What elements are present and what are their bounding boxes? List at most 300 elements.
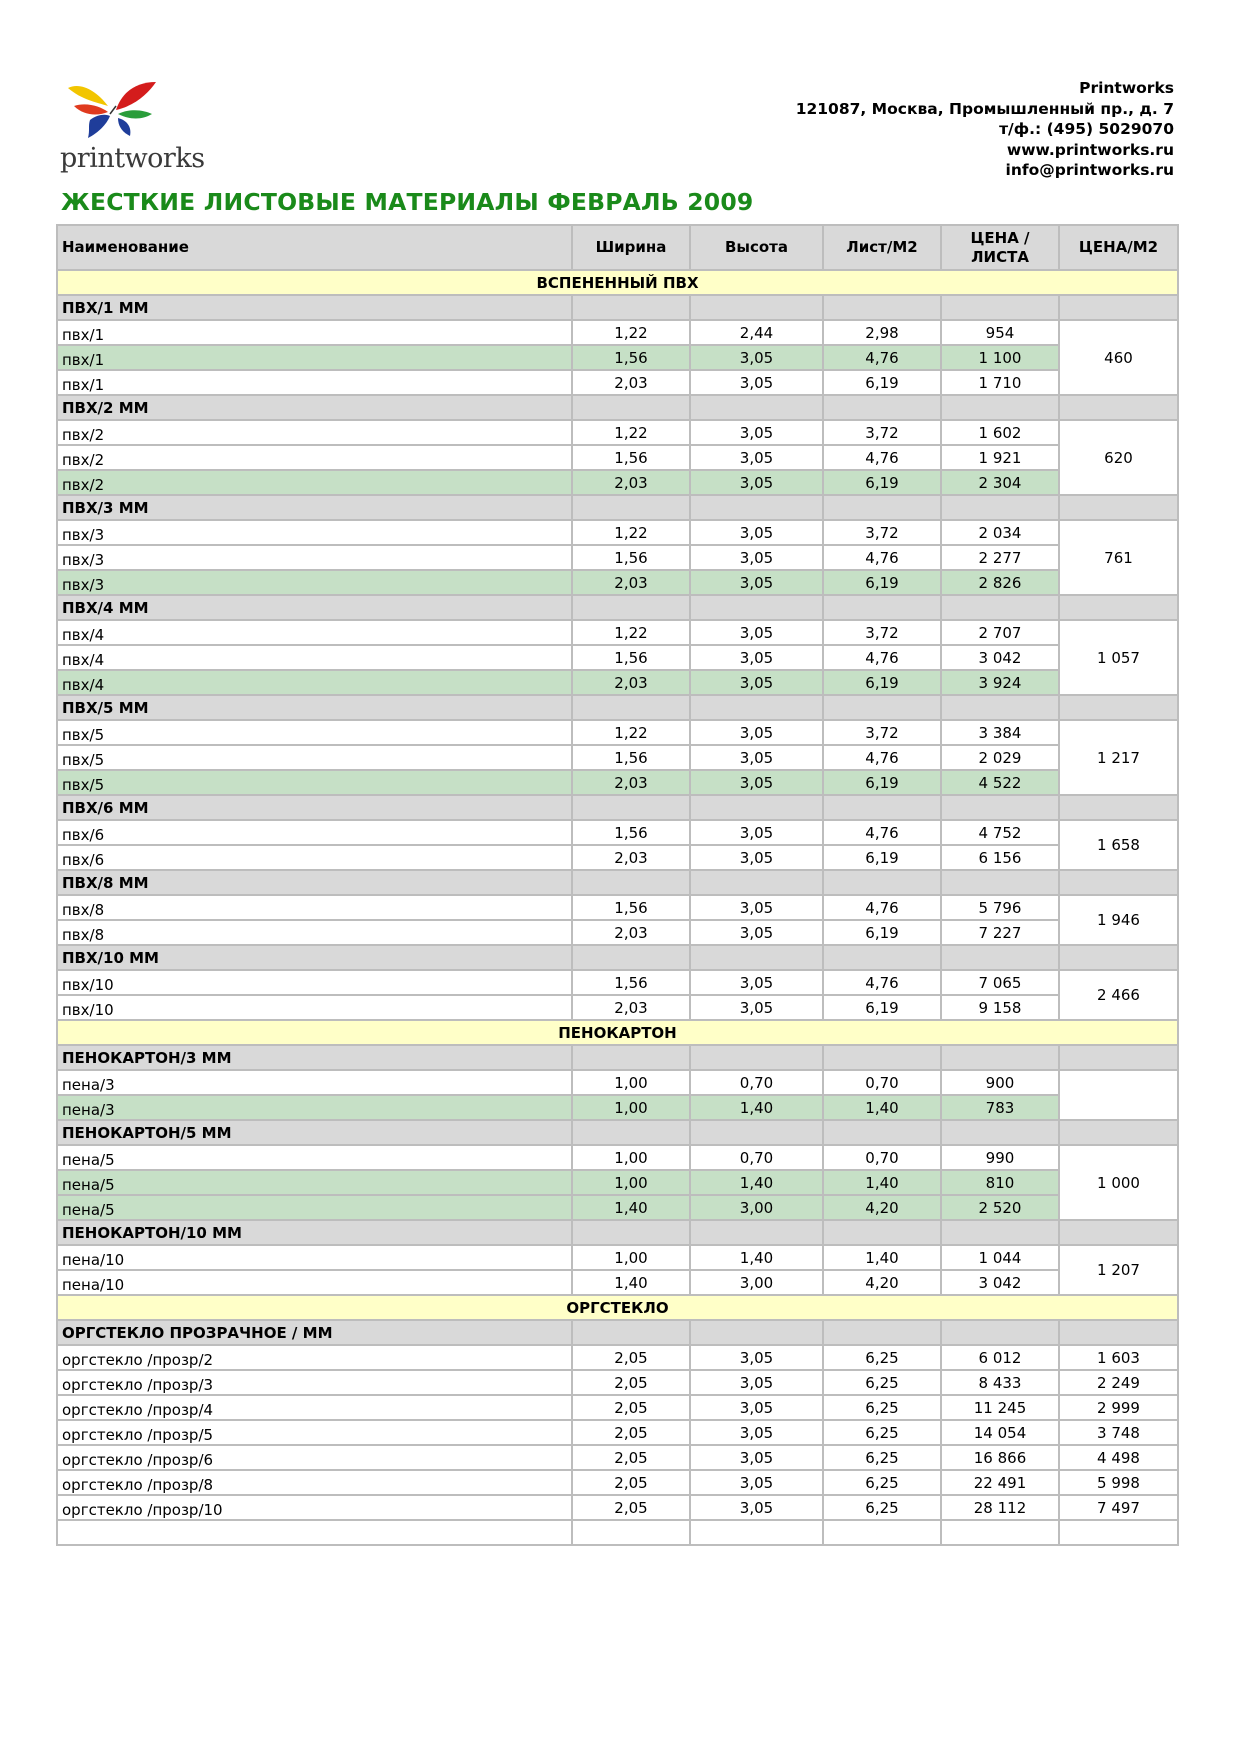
table-row <box>57 895 1178 920</box>
item-height: 3,05 <box>690 545 823 570</box>
table-row <box>57 920 1178 945</box>
item-price-sheet: 6 012 <box>941 1345 1059 1370</box>
group-empty-cell <box>572 395 690 420</box>
item-name: пвх/8 <box>57 920 572 945</box>
table-row <box>57 570 1178 595</box>
item-name: пвх/2 <box>57 470 572 495</box>
item-area: 6,19 <box>823 995 941 1020</box>
item-height: 1,40 <box>690 1170 823 1195</box>
group-empty-cell <box>941 870 1059 895</box>
item-name: оргстекло /прозр/6 <box>57 1445 572 1470</box>
group-price-m2: 620 <box>1059 420 1178 495</box>
group-empty-cell <box>941 945 1059 970</box>
column-header-price-sheet: ЦЕНА / ЛИСТА <box>941 225 1059 270</box>
item-price-m2: 2 249 <box>1059 1370 1178 1395</box>
group-name: ПЕНОКАРТОН/3 ММ <box>57 1045 572 1070</box>
item-price-sheet: 810 <box>941 1170 1059 1195</box>
item-price-sheet: 2 707 <box>941 620 1059 645</box>
group-empty-cell <box>572 795 690 820</box>
item-price-sheet: 4 752 <box>941 820 1059 845</box>
group-empty-cell <box>690 595 823 620</box>
item-width: 2,03 <box>572 995 690 1020</box>
blank-cell <box>941 1520 1059 1545</box>
item-area: 3,72 <box>823 420 941 445</box>
group-empty-cell <box>941 1120 1059 1145</box>
group-empty-cell <box>1059 870 1178 895</box>
item-name: пвх/3 <box>57 545 572 570</box>
item-width: 1,00 <box>572 1070 690 1095</box>
group-empty-cell <box>941 1220 1059 1245</box>
group-empty-cell <box>1059 395 1178 420</box>
item-name: пена/5 <box>57 1195 572 1220</box>
item-area: 4,76 <box>823 895 941 920</box>
group-price-m2: 1 000 <box>1059 1145 1178 1220</box>
table-row <box>57 445 1178 470</box>
item-width: 1,40 <box>572 1270 690 1295</box>
item-height: 3,05 <box>690 720 823 745</box>
item-area: 6,25 <box>823 1345 941 1370</box>
item-height: 3,05 <box>690 520 823 545</box>
section-row <box>57 1295 1178 1320</box>
group-empty-cell <box>1059 945 1178 970</box>
column-header-width: Ширина <box>572 225 690 270</box>
group-row <box>57 870 1178 895</box>
item-width: 2,03 <box>572 845 690 870</box>
group-empty-cell <box>823 395 941 420</box>
item-width: 2,03 <box>572 570 690 595</box>
item-name: оргстекло /прозр/10 <box>57 1495 572 1520</box>
item-area: 2,98 <box>823 320 941 345</box>
item-width: 2,03 <box>572 370 690 395</box>
company-website-link[interactable]: www.printworks.ru <box>1006 140 1174 159</box>
item-area: 4,76 <box>823 970 941 995</box>
item-name: пвх/8 <box>57 895 572 920</box>
item-name: пена/10 <box>57 1245 572 1270</box>
item-area: 6,19 <box>823 920 941 945</box>
item-height: 3,05 <box>690 770 823 795</box>
section-title: ПЕНОКАРТОН <box>57 1020 1178 1045</box>
item-price-sheet: 954 <box>941 320 1059 345</box>
item-name: оргстекло /прозр/8 <box>57 1470 572 1495</box>
item-height: 3,05 <box>690 970 823 995</box>
group-price-m2: 460 <box>1059 320 1178 395</box>
group-empty-cell <box>941 395 1059 420</box>
group-empty-cell <box>690 295 823 320</box>
group-empty-cell <box>690 795 823 820</box>
item-price-sheet: 2 304 <box>941 470 1059 495</box>
item-name: пвх/5 <box>57 720 572 745</box>
item-price-sheet: 11 245 <box>941 1395 1059 1420</box>
item-price-m2: 4 498 <box>1059 1445 1178 1470</box>
item-area: 6,25 <box>823 1395 941 1420</box>
group-empty-cell <box>941 695 1059 720</box>
group-row <box>57 1220 1178 1245</box>
item-height: 3,05 <box>690 1395 823 1420</box>
group-price-m2: 1 207 <box>1059 1245 1178 1295</box>
item-height: 3,05 <box>690 1495 823 1520</box>
table-row <box>57 745 1178 770</box>
table-row <box>57 770 1178 795</box>
group-row <box>57 395 1178 420</box>
item-height: 2,44 <box>690 320 823 345</box>
item-price-m2: 2 999 <box>1059 1395 1178 1420</box>
item-height: 3,05 <box>690 370 823 395</box>
table-row <box>57 320 1178 345</box>
item-width: 1,22 <box>572 420 690 445</box>
item-area: 6,19 <box>823 770 941 795</box>
item-width: 2,05 <box>572 1470 690 1495</box>
group-empty-cell <box>941 795 1059 820</box>
group-row <box>57 1120 1178 1145</box>
item-width: 1,40 <box>572 1195 690 1220</box>
item-height: 3,05 <box>690 1345 823 1370</box>
item-area: 1,40 <box>823 1245 941 1270</box>
group-empty-cell <box>1059 1045 1178 1070</box>
item-area: 6,19 <box>823 370 941 395</box>
group-empty-cell <box>941 595 1059 620</box>
group-row <box>57 945 1178 970</box>
column-header-price-m2: ЦЕНА/М2 <box>1059 225 1178 270</box>
item-area: 6,25 <box>823 1420 941 1445</box>
item-name: пена/5 <box>57 1170 572 1195</box>
item-width: 1,56 <box>572 895 690 920</box>
item-price-sheet: 28 112 <box>941 1495 1059 1520</box>
item-price-sheet: 990 <box>941 1145 1059 1170</box>
group-empty-cell <box>1059 1120 1178 1145</box>
group-empty-cell <box>1059 795 1178 820</box>
table-row <box>57 1345 1178 1370</box>
group-empty-cell <box>690 495 823 520</box>
item-price-sheet: 1 921 <box>941 445 1059 470</box>
logo-text: printworks <box>60 143 205 174</box>
item-name: пвх/6 <box>57 845 572 870</box>
table-row <box>57 520 1178 545</box>
item-name: пвх/10 <box>57 995 572 1020</box>
item-area: 6,25 <box>823 1370 941 1395</box>
item-height: 3,05 <box>690 420 823 445</box>
item-area: 3,72 <box>823 720 941 745</box>
group-row <box>57 495 1178 520</box>
table-row <box>57 1195 1178 1220</box>
group-price-m2: 1 658 <box>1059 820 1178 870</box>
item-height: 3,05 <box>690 920 823 945</box>
item-width: 1,00 <box>572 1145 690 1170</box>
group-empty-cell <box>823 595 941 620</box>
group-name: ОРГСТЕКЛО ПРОЗРАЧНОЕ / ММ <box>57 1320 572 1345</box>
group-empty-cell <box>572 1320 690 1345</box>
item-width: 1,22 <box>572 720 690 745</box>
blank-cell <box>57 1520 572 1545</box>
item-width: 2,05 <box>572 1495 690 1520</box>
table-row <box>57 1095 1178 1120</box>
section-row <box>57 270 1178 295</box>
group-name: ПВХ/1 ММ <box>57 295 572 320</box>
item-height: 0,70 <box>690 1145 823 1170</box>
item-height: 3,05 <box>690 620 823 645</box>
item-name: пвх/4 <box>57 670 572 695</box>
item-price-sheet: 7 227 <box>941 920 1059 945</box>
item-height: 3,05 <box>690 645 823 670</box>
table-row <box>57 1370 1178 1395</box>
price-table <box>56 224 1179 1546</box>
group-empty-cell <box>823 795 941 820</box>
group-empty-cell <box>823 870 941 895</box>
item-name: пвх/2 <box>57 445 572 470</box>
table-row <box>57 670 1178 695</box>
item-height: 3,05 <box>690 1445 823 1470</box>
group-empty-cell <box>1059 1320 1178 1345</box>
table-row <box>57 620 1178 645</box>
group-empty-cell <box>572 1045 690 1070</box>
item-price-sheet: 3 042 <box>941 645 1059 670</box>
group-name: ПВХ/5 ММ <box>57 695 572 720</box>
item-height: 1,40 <box>690 1095 823 1120</box>
table-row <box>57 470 1178 495</box>
group-empty-cell <box>690 870 823 895</box>
item-name: пвх/4 <box>57 620 572 645</box>
item-height: 3,00 <box>690 1270 823 1295</box>
group-empty-cell <box>941 1320 1059 1345</box>
item-width: 2,05 <box>572 1395 690 1420</box>
item-area: 0,70 <box>823 1145 941 1170</box>
table-row <box>57 345 1178 370</box>
item-name: пвх/2 <box>57 420 572 445</box>
group-name: ПВХ/2 ММ <box>57 395 572 420</box>
item-height: 3,05 <box>690 445 823 470</box>
item-width: 1,00 <box>572 1170 690 1195</box>
group-price-m2: 2 466 <box>1059 970 1178 1020</box>
column-header-area: Лист/М2 <box>823 225 941 270</box>
table-row <box>57 1420 1178 1445</box>
item-price-m2: 1 603 <box>1059 1345 1178 1370</box>
item-name: пена/3 <box>57 1095 572 1120</box>
group-name: ПВХ/3 ММ <box>57 495 572 520</box>
item-height: 3,05 <box>690 820 823 845</box>
item-area: 1,40 <box>823 1170 941 1195</box>
group-empty-cell <box>823 695 941 720</box>
item-price-sheet: 2 277 <box>941 545 1059 570</box>
company-email-link[interactable]: info@printworks.ru <box>1005 161 1174 179</box>
group-empty-cell <box>823 945 941 970</box>
item-price-sheet: 1 602 <box>941 420 1059 445</box>
item-width: 2,05 <box>572 1420 690 1445</box>
group-empty-cell <box>690 695 823 720</box>
item-price-sheet: 783 <box>941 1095 1059 1120</box>
item-area: 4,76 <box>823 345 941 370</box>
item-name: пвх/5 <box>57 745 572 770</box>
group-name: ПЕНОКАРТОН/5 ММ <box>57 1120 572 1145</box>
item-area: 6,19 <box>823 845 941 870</box>
table-row <box>57 1470 1178 1495</box>
document-title: ЖЕСТКИЕ ЛИСТОВЫЕ МАТЕРИАЛЫ ФЕВРАЛЬ 2009 <box>61 188 754 216</box>
group-empty-cell <box>572 1120 690 1145</box>
item-price-sheet: 1 710 <box>941 370 1059 395</box>
table-row <box>57 1145 1178 1170</box>
table-row <box>57 845 1178 870</box>
table-header-row <box>57 225 1178 270</box>
item-width: 1,56 <box>572 545 690 570</box>
group-empty-cell <box>1059 1220 1178 1245</box>
item-name: пвх/1 <box>57 345 572 370</box>
item-area: 3,72 <box>823 520 941 545</box>
item-price-sheet: 3 042 <box>941 1270 1059 1295</box>
item-name: пена/10 <box>57 1270 572 1295</box>
group-empty-cell <box>1059 495 1178 520</box>
blank-cell <box>1059 1520 1178 1545</box>
group-price-m2: 1 946 <box>1059 895 1178 945</box>
group-empty-cell <box>941 1045 1059 1070</box>
item-price-m2: 7 497 <box>1059 1495 1178 1520</box>
item-price-m2: 3 748 <box>1059 1420 1178 1445</box>
item-width: 1,56 <box>572 745 690 770</box>
group-price-m2 <box>1059 1070 1178 1120</box>
item-area: 4,76 <box>823 445 941 470</box>
section-title: ВСПЕНЕННЫЙ ПВХ <box>57 270 1178 295</box>
group-price-m2: 1 217 <box>1059 720 1178 795</box>
item-height: 3,00 <box>690 1195 823 1220</box>
item-price-m2: 5 998 <box>1059 1470 1178 1495</box>
group-empty-cell <box>823 1220 941 1245</box>
item-width: 1,22 <box>572 520 690 545</box>
item-area: 6,25 <box>823 1495 941 1520</box>
item-width: 1,56 <box>572 445 690 470</box>
company-info <box>796 78 1174 181</box>
company-name: Printworks <box>1079 79 1174 97</box>
table-row <box>57 1445 1178 1470</box>
table-row <box>57 970 1178 995</box>
blank-cell <box>823 1520 941 1545</box>
item-height: 3,05 <box>690 1420 823 1445</box>
group-empty-cell <box>690 1120 823 1145</box>
item-price-sheet: 22 491 <box>941 1470 1059 1495</box>
table-row <box>57 1270 1178 1295</box>
item-price-sheet: 16 866 <box>941 1445 1059 1470</box>
item-area: 6,19 <box>823 570 941 595</box>
item-width: 2,03 <box>572 670 690 695</box>
item-price-sheet: 7 065 <box>941 970 1059 995</box>
group-name: ПВХ/10 ММ <box>57 945 572 970</box>
item-name: пвх/1 <box>57 370 572 395</box>
group-price-m2: 1 057 <box>1059 620 1178 695</box>
item-price-sheet: 5 796 <box>941 895 1059 920</box>
blank-row <box>57 1520 1178 1545</box>
group-empty-cell <box>690 1320 823 1345</box>
butterfly-logo-icon <box>60 80 170 150</box>
group-empty-cell <box>1059 595 1178 620</box>
company-phone: т/ф.: (495) 5029070 <box>999 120 1174 138</box>
column-header-name: Наименование <box>57 225 572 270</box>
item-price-sheet: 2 520 <box>941 1195 1059 1220</box>
group-name: ПВХ/4 ММ <box>57 595 572 620</box>
table-row <box>57 370 1178 395</box>
item-width: 1,56 <box>572 345 690 370</box>
item-area: 4,76 <box>823 745 941 770</box>
item-width: 1,56 <box>572 820 690 845</box>
group-empty-cell <box>941 495 1059 520</box>
group-row <box>57 795 1178 820</box>
blank-cell <box>690 1520 823 1545</box>
item-width: 1,22 <box>572 620 690 645</box>
item-name: пвх/10 <box>57 970 572 995</box>
item-width: 1,22 <box>572 320 690 345</box>
group-empty-cell <box>823 295 941 320</box>
group-empty-cell <box>690 1220 823 1245</box>
company-address: 121087, Москва, Промышленный пр., д. 7 <box>795 99 1174 118</box>
item-price-sheet: 4 522 <box>941 770 1059 795</box>
item-name: пена/3 <box>57 1070 572 1095</box>
item-name: оргстекло /прозр/5 <box>57 1420 572 1445</box>
group-empty-cell <box>690 395 823 420</box>
table-row <box>57 1170 1178 1195</box>
item-price-sheet: 8 433 <box>941 1370 1059 1395</box>
item-price-sheet: 2 034 <box>941 520 1059 545</box>
group-row <box>57 295 1178 320</box>
group-name: ПВХ/8 ММ <box>57 870 572 895</box>
group-price-m2: 761 <box>1059 520 1178 595</box>
item-price-sheet: 2 029 <box>941 745 1059 770</box>
item-area: 4,20 <box>823 1270 941 1295</box>
item-height: 3,05 <box>690 670 823 695</box>
item-height: 3,05 <box>690 845 823 870</box>
blank-cell <box>572 1520 690 1545</box>
item-area: 4,76 <box>823 645 941 670</box>
section-row <box>57 1020 1178 1045</box>
item-width: 1,56 <box>572 645 690 670</box>
item-name: пвх/4 <box>57 645 572 670</box>
table-row <box>57 1495 1178 1520</box>
item-name: оргстекло /прозр/2 <box>57 1345 572 1370</box>
item-price-sheet: 900 <box>941 1070 1059 1095</box>
item-area: 3,72 <box>823 620 941 645</box>
group-empty-cell <box>941 295 1059 320</box>
group-empty-cell <box>1059 295 1178 320</box>
item-name: оргстекло /прозр/3 <box>57 1370 572 1395</box>
column-header-height: Высота <box>690 225 823 270</box>
item-width: 2,05 <box>572 1370 690 1395</box>
table-row <box>57 645 1178 670</box>
item-name: пвх/5 <box>57 770 572 795</box>
table-row <box>57 420 1178 445</box>
item-height: 3,05 <box>690 1370 823 1395</box>
item-width: 2,03 <box>572 920 690 945</box>
item-height: 3,05 <box>690 470 823 495</box>
item-name: пвх/3 <box>57 570 572 595</box>
table-row <box>57 1070 1178 1095</box>
item-price-sheet: 9 158 <box>941 995 1059 1020</box>
item-area: 6,19 <box>823 670 941 695</box>
item-width: 1,00 <box>572 1095 690 1120</box>
table-row <box>57 545 1178 570</box>
group-empty-cell <box>823 1320 941 1345</box>
item-height: 3,05 <box>690 745 823 770</box>
item-price-sheet: 3 924 <box>941 670 1059 695</box>
item-height: 3,05 <box>690 995 823 1020</box>
item-width: 2,05 <box>572 1345 690 1370</box>
table-body <box>57 270 1178 1545</box>
item-price-sheet: 2 826 <box>941 570 1059 595</box>
group-row <box>57 595 1178 620</box>
item-area: 1,40 <box>823 1095 941 1120</box>
group-empty-cell <box>572 295 690 320</box>
group-name: ПВХ/6 ММ <box>57 795 572 820</box>
group-empty-cell <box>690 945 823 970</box>
group-empty-cell <box>572 1220 690 1245</box>
item-area: 4,20 <box>823 1195 941 1220</box>
group-empty-cell <box>572 870 690 895</box>
table-row <box>57 995 1178 1020</box>
item-name: пвх/1 <box>57 320 572 345</box>
table-row <box>57 820 1178 845</box>
